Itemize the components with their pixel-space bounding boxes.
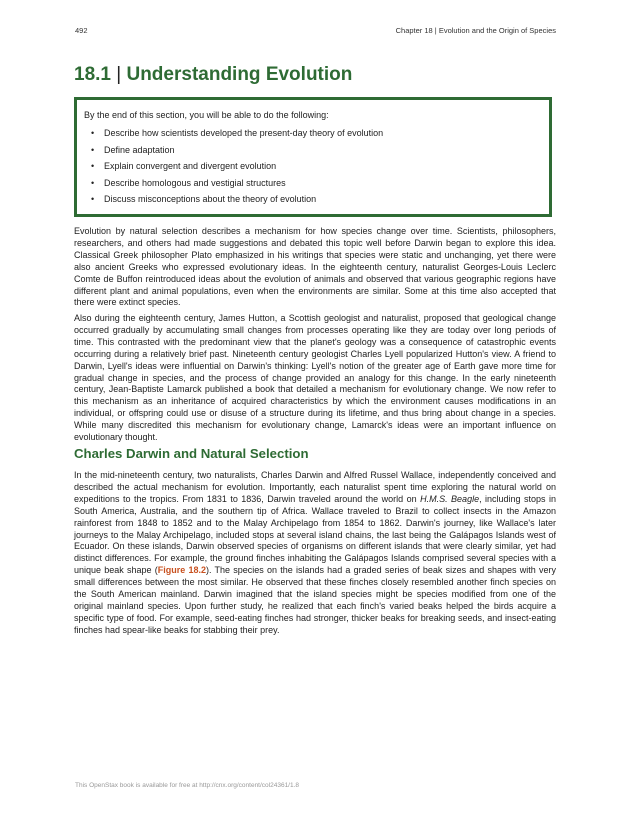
objective-item: • Define adaptation bbox=[77, 145, 383, 162]
objectives-list bbox=[77, 128, 383, 211]
body-paragraph: Evolution by natural selection describes a mechanism for how species change over time. Scientists, philosophers, researchers, and others had made suggestions and debated this topic well before Darwin began to explore this idea. Classical Greek philosopher Plato emphasized in his writings that species were static and unchanging, yet there were also ancient Greeks who expressed evolutionary ideas. In the eighteenth century, naturalist Georges-Louis Leclerc Comte de Buffon reintroduced ideas about the evolution of animals and observed that various geographic regions have different plant and animal populations, even when the environments are similar. Some at this time also accepted that there were extinct species. bbox=[74, 226, 556, 308]
section-number: 18.1 bbox=[74, 64, 111, 85]
body-paragraph: Also during the eighteenth century, James Hutton, a Scottish geologist and naturalist, proposed that geological change occurred gradually by accumulating small changes from processes operating like they are today over long periods of time. This contrasted with the predominant view that the planet's geology was a consequence of catastrophic events occurring during a relatively brief past. Nineteenth century geologist Charles Lyell popularized Hutton's view. A friend to Darwin, Lyell's ideas were influential on Darwin's thinking: Lyell's notion of the greater age of Earth gave more time for gradual change in species, and the process of change provided an analogy for this change. In the early nineteenth century, Jean-Baptiste Lamarck published a book that detailed a mechanism for evolutionary change. We now refer to this mechanism as an inheritance of acquired characteristics by which the environment causes modifications in an individual, or offspring could use or disuse of a structure during its lifetime, and thus bring about change in a species. While many discredited this mechanism for evolutionary change, Lamarck's ideas were an important influence on evolutionary thought. bbox=[74, 313, 556, 443]
section-title bbox=[74, 64, 352, 86]
objective-item: • Discuss misconceptions about the theory of evolution bbox=[77, 194, 383, 211]
paragraph-text: , including stops in South America, Australia, and the southern tip of Africa. Wallace traveled to Brazil to collect insects in the Amazon rainforest from 1848 to 1852 and to the Malay Archipelago from 1854 to 1862. Darwin's journey, like Wallace's later journeys to the Malay Archipelago, included stops at several island chains, the last being the Galápagos Islands west of Ecuador. On these islands, Darwin observed species of organisms on different islands that were clearly similar, yet had distinct differences. For example, the ground finches inhabiting the Galápagos Islands comprised several species with a unique beak shape ( bbox=[74, 493, 556, 576]
body-paragraph bbox=[74, 470, 556, 637]
paragraph-text: ). The species on the islands had a graded series of beak sizes and shapes with very small differences between the most similar. He observed that these finches closely resembled another finch species on the South American mainland. Darwin imagined that the island species might be species modified from one of the original mainland species. Upon further study, he realized that each finch's varied beaks helped the birds acquire a specific type of food. For example, seed-eating finches had stronger, thicker beaks for breaking seeds, and insect-eating finches had spear-like beaks for stabbing their prey. bbox=[74, 565, 556, 635]
footer-note: This OpenStax book is available for free at http://cnx.org/content/col24361/1.8 bbox=[75, 782, 300, 789]
figure-reference-link[interactable]: Figure 18.2 bbox=[157, 565, 206, 576]
objectives-intro: By the end of this section, you will be able to do the following: bbox=[84, 110, 329, 120]
subsection-heading: Charles Darwin and Natural Selection bbox=[74, 446, 309, 461]
paragraph-text: In the mid-nineteenth century, two naturalists, Charles Darwin and Alfred Russel Wallace, independently conceived and described the actual mechanism for evolution. Importantly, each naturalist spent time exploring the natural world on expeditions to the tropics. From 1831 to 1836, Darwin traveled around the world on bbox=[74, 470, 556, 504]
objective-item: • Describe how scientists developed the present-day theory of evolution bbox=[77, 128, 383, 145]
running-head: Chapter 18 | Evolution and the Origin of Species bbox=[395, 26, 556, 35]
page-number: 492 bbox=[75, 26, 88, 35]
objective-item: • Explain convergent and divergent evolution bbox=[77, 161, 383, 178]
learning-objectives-box bbox=[74, 97, 552, 217]
section-title-text: Understanding Evolution bbox=[126, 64, 353, 85]
title-separator: | bbox=[116, 64, 122, 85]
ship-name: H.M.S. Beagle bbox=[420, 493, 480, 504]
objective-item: • Describe homologous and vestigial structures bbox=[77, 178, 383, 195]
